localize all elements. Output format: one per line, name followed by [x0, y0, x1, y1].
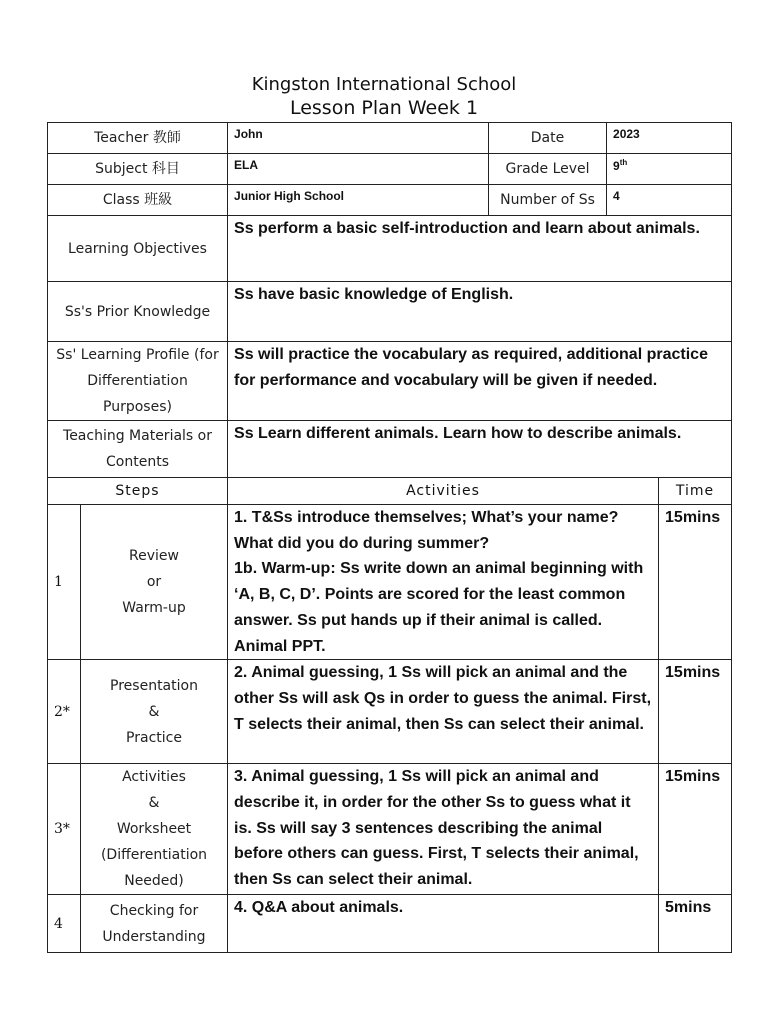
learning-profile-value: Ss will practice the vocabulary as required, additional practice for performance and vocabulary will be given if needed. — [228, 342, 732, 421]
step-row — [48, 505, 732, 660]
row-class — [48, 185, 732, 216]
num-students-value: 4 — [607, 185, 732, 216]
step-time: 5mins — [659, 895, 732, 953]
objectives-label: Learning Objectives — [48, 216, 228, 282]
row-teacher — [48, 123, 732, 154]
class-label: Class 班級 — [48, 185, 228, 216]
step-row — [48, 660, 732, 764]
step-row — [48, 764, 732, 895]
step-row — [48, 895, 732, 953]
step-number: 1 — [48, 505, 81, 660]
step-name-line: Needed) — [124, 873, 184, 890]
row-learning-profile — [48, 342, 732, 421]
materials-value: Ss Learn different animals. Learn how to describe animals. — [228, 421, 732, 478]
step-time: 15mins — [659, 505, 732, 660]
step-name-line: Practice — [126, 729, 182, 746]
step-name-line: Review — [129, 548, 179, 565]
step-time: 15mins — [659, 764, 732, 895]
step-time: 15mins — [659, 660, 732, 764]
steps-header: Steps — [48, 478, 228, 505]
step-name-line: Worksheet — [116, 821, 192, 838]
step-name — [81, 764, 228, 895]
grade-number: 9 — [613, 159, 620, 173]
row-objectives — [48, 216, 732, 282]
step-name-line: Warm-up — [122, 600, 186, 617]
grade-value — [607, 154, 732, 185]
objectives-value: Ss perform a basic self-introduction and learn about animals. — [228, 216, 732, 282]
lesson-plan-table — [47, 122, 732, 953]
step-number: 4 — [48, 895, 81, 953]
step-number: 3* — [48, 764, 81, 895]
step-name-line: & — [148, 703, 160, 720]
row-materials — [48, 421, 732, 478]
prior-knowledge-label: Ss's Prior Knowledge — [48, 282, 228, 342]
activities-header: Activities — [228, 478, 659, 505]
step-name — [81, 660, 228, 764]
teacher-value: John — [228, 123, 489, 154]
step-name-line: Activities — [122, 769, 186, 786]
step-activity: 2. Animal guessing, 1 Ss will pick an animal and the other Ss will ask Qs in order to guess the animal. First, T selects their animal, then Ss can select their animal. — [228, 660, 659, 764]
step-name-line: Understanding — [102, 928, 206, 945]
date-value: 2023 — [607, 123, 732, 154]
step-name-line: & — [148, 795, 160, 812]
school-name: Kingston International School — [251, 74, 517, 95]
step-name — [81, 895, 228, 953]
step-name — [81, 505, 228, 660]
step-name-line: or — [146, 574, 162, 591]
prior-knowledge-value: Ss have basic knowledge of English. — [228, 282, 732, 342]
grade-suffix: th — [619, 158, 628, 167]
subject-label: Subject 科目 — [48, 154, 228, 185]
step-activity: 1. T&Ss introduce themselves; What’s your name? What did you do during summer? 1b. Warm-up: Ss write down an animal beginning with ‘A, B, C, D’. Points are scored for the least common answer. Ss put hands up if their animal is called. Animal PPT. — [228, 505, 659, 660]
num-students-label: Number of Ss — [489, 185, 607, 216]
row-column-headers — [48, 478, 732, 505]
learning-profile-label: Ss' Learning Profile (for Differentiation Purposes) — [48, 342, 228, 421]
row-subject — [48, 154, 732, 185]
step-name-line: Presentation — [110, 677, 198, 694]
step-activity: 3. Animal guessing, 1 Ss will pick an animal and describe it, in order for the other Ss to guess what it is. Ss will say 3 sentences describing the animal before others can guess. First, T selects their animal, then Ss can select their animal. — [228, 764, 659, 895]
step-name-line: Checking for — [109, 902, 199, 919]
row-prior-knowledge — [48, 282, 732, 342]
step-number: 2* — [48, 660, 81, 764]
step-name-line: (Differentiation — [100, 847, 208, 864]
materials-label: Teaching Materials or Contents — [48, 421, 228, 478]
grade-label: Grade Level — [489, 154, 607, 185]
subject-value: ELA — [228, 154, 489, 185]
time-header: Time — [659, 478, 732, 505]
page-title: Lesson Plan Week 1 — [289, 97, 479, 119]
step-activity: 4. Q&A about animals. — [228, 895, 659, 953]
class-value: Junior High School — [228, 185, 489, 216]
date-label: Date — [489, 123, 607, 154]
teacher-label: Teacher 教師 — [48, 123, 228, 154]
